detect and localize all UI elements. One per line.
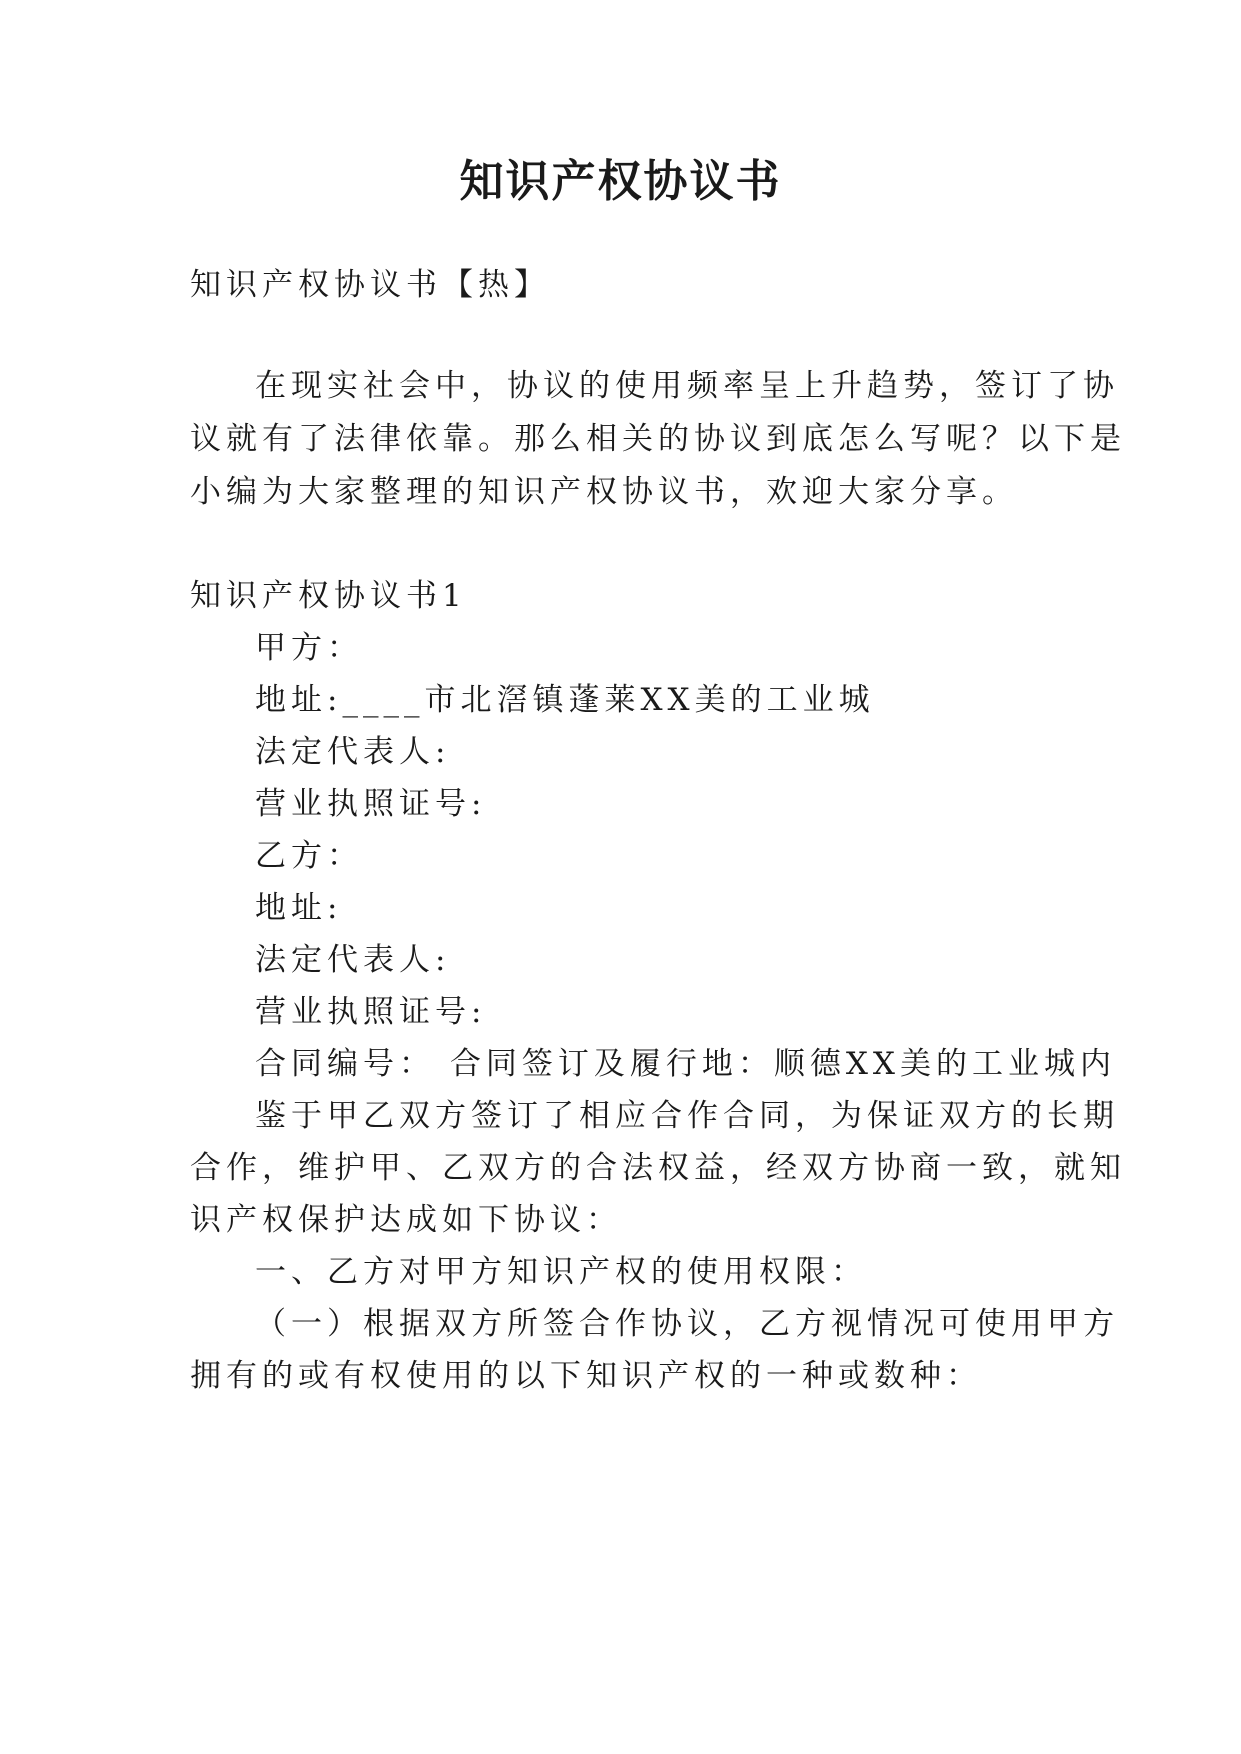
- document-title: 知识产权协议书: [459, 156, 782, 207]
- contract-info: 合同编号： 合同签订及履行地：顺德XX美的工业城内: [255, 1046, 1116, 1082]
- party-b-address: 地址:: [255, 890, 343, 926]
- preamble-line-3: 识产权保护达成如下协议：: [190, 1202, 622, 1238]
- document-subtitle: 知识产权协议书【热】: [190, 267, 550, 303]
- party-a-legal-rep: 法定代表人:: [255, 734, 451, 770]
- party-a-label: 甲方：: [255, 630, 363, 666]
- party-b-label: 乙方：: [255, 838, 363, 874]
- intro-line-2: 议就有了法律依靠。那么相关的协议到底怎么写呢？以下是: [190, 421, 1126, 457]
- preamble-line-1: 鉴于甲乙双方签订了相应合作合同，为保证双方的长期: [255, 1098, 1119, 1134]
- intro-line-1: 在现实社会中，协议的使用频率呈上升趋势，签订了协: [255, 368, 1119, 404]
- party-b-legal-rep: 法定代表人:: [255, 942, 451, 978]
- preamble-line-2: 合作，维护甲、乙双方的合法权益，经双方协商一致，就知: [190, 1150, 1126, 1186]
- party-b-license-no: 营业执照证号:: [255, 994, 487, 1030]
- party-a-address: 地址:____市北滘镇蓬莱XX美的工业城: [255, 682, 875, 718]
- clause-1-1-line-2: 拥有的或有权使用的以下知识产权的一种或数种：: [190, 1358, 982, 1394]
- clause-1-heading: 一、乙方对甲方知识产权的使用权限：: [255, 1254, 867, 1290]
- clause-1-1-line-1: （一）根据双方所签合作协议，乙方视情况可使用甲方: [255, 1306, 1119, 1342]
- party-a-license-no: 营业执照证号:: [255, 786, 487, 822]
- intro-line-3: 小编为大家整理的知识产权协议书，欢迎大家分享。: [190, 474, 1018, 510]
- section-heading: 知识产权协议书1: [190, 578, 467, 614]
